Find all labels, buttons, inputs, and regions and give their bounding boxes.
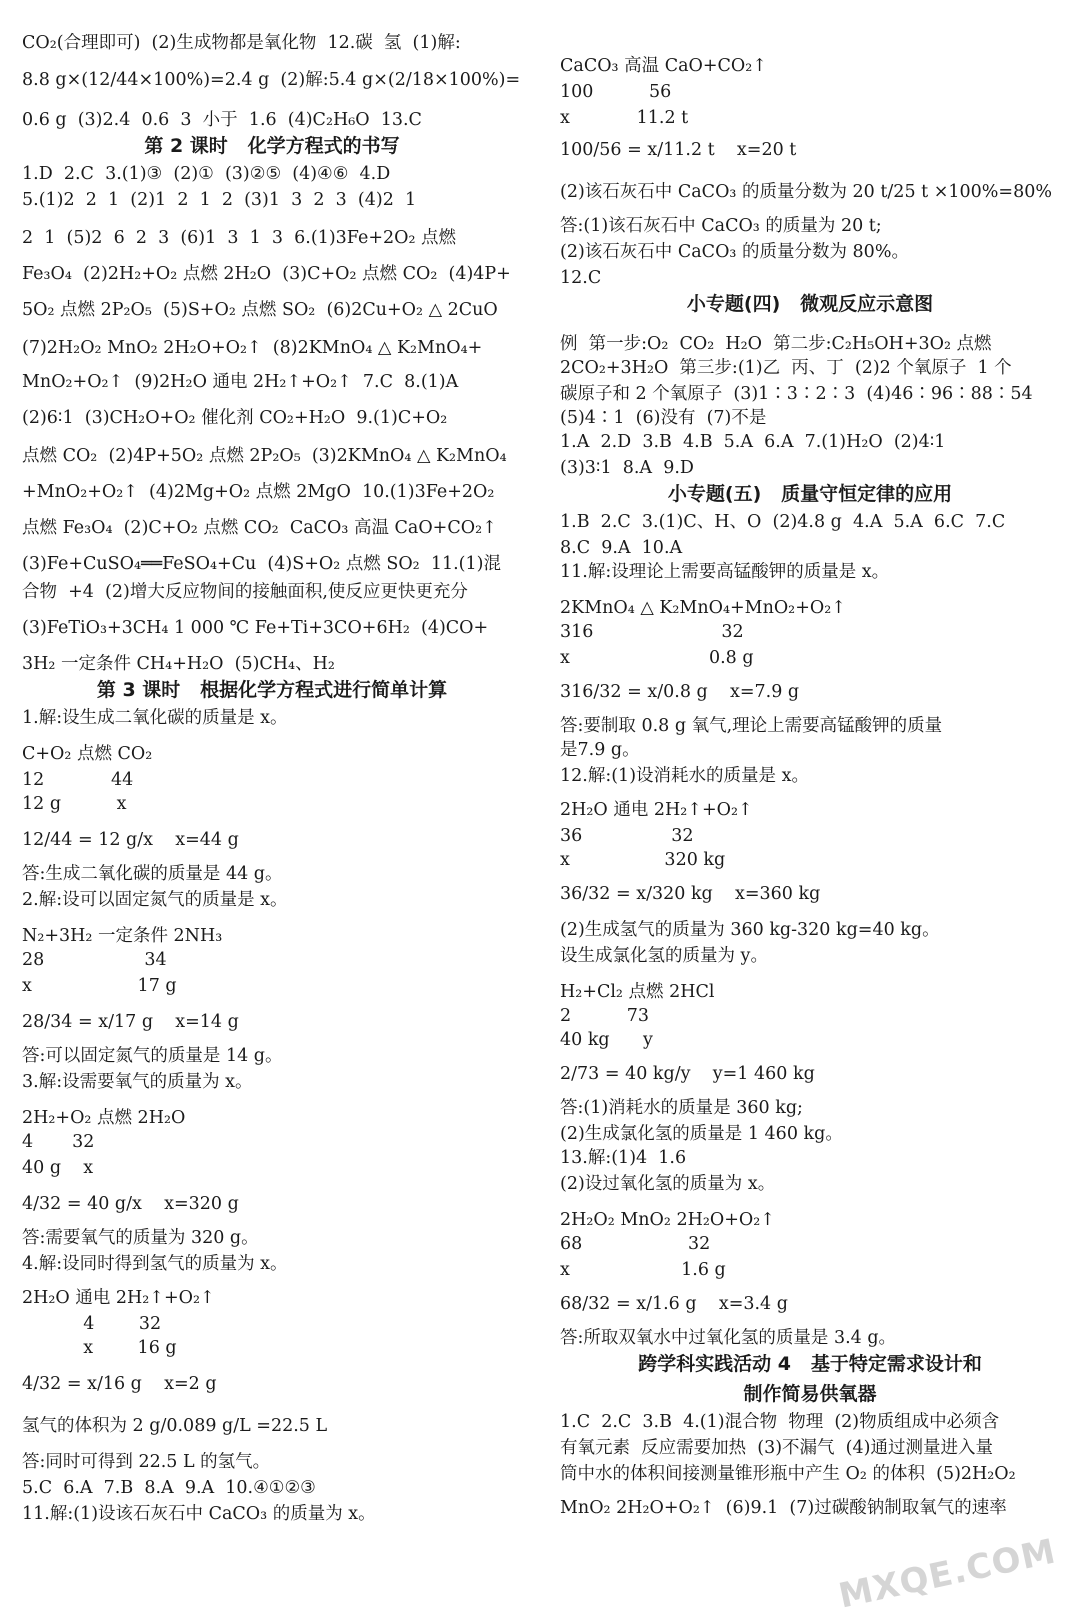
answer-line: 100 56: [560, 82, 672, 102]
answer-line: 点燃 CO₂ (2)4P+5O₂ 点燃 2P₂O₅ (3)2KMnO₄ △ K₂MnO₄: [22, 446, 507, 466]
answer-line: 316/32 = x/0.8 g x=7.9 g: [560, 682, 800, 702]
answer-line: 4 32: [22, 1314, 162, 1334]
answer-line: 答:可以固定氮气的质量是 14 g。: [22, 1046, 283, 1066]
answer-line: (2)该石灰石中 CaCO₃ 的质量分数为 20 t/25 t ×100%=80%: [560, 182, 1052, 202]
answer-line: 5.C 6.A 7.B 8.A 9.A 10.④①②③: [22, 1478, 316, 1498]
answer-line: 28 34: [22, 950, 167, 970]
answer-line: 68/32 = x/1.6 g x=3.4 g: [560, 1294, 788, 1314]
answer-line: 答:同时可得到 22.5 L 的氢气。: [22, 1452, 271, 1472]
answer-line: 12.解:(1)设消耗水的质量是 x。: [560, 766, 809, 786]
answer-line: (7)2H₂O₂ MnO₂ 2H₂O+O₂↑ (8)2KMnO₄ △ K₂MnO₄+: [22, 338, 483, 358]
answer-line: (5)4∶1 (6)没有 (7)不是: [560, 408, 767, 428]
section-heading: 制作简易供氧器: [743, 1383, 877, 1405]
section-heading: 第 2 课时 化学方程式的书写: [144, 135, 400, 157]
section-heading: 跨学科实践活动 4 基于特定需求设计和: [638, 1353, 982, 1375]
answer-line: x 320 kg: [560, 850, 726, 870]
answer-line: CaCO₃ 高温 CaO+CO₂↑: [560, 56, 767, 76]
answer-line: (3)3∶1 8.A 9.D: [560, 458, 694, 478]
answer-line: 4/32 = x/16 g x=2 g: [22, 1374, 217, 1394]
answer-line: 答:要制取 0.8 g 氧气,理论上需要高锰酸钾的质量: [560, 716, 943, 736]
answer-line: 1.C 2.C 3.B 4.(1)混合物 物理 (2)物质组成中必须含: [560, 1412, 1000, 1432]
answer-line: 36/32 = x/320 kg x=360 kg: [560, 884, 821, 904]
answer-line: 5O₂ 点燃 2P₂O₅ (5)S+O₂ 点燃 SO₂ (6)2Cu+O₂ △ 2CuO: [22, 300, 498, 320]
answer-line: 1.D 2.C 3.(1)③ (2)① (3)②⑤ (4)④⑥ 4.D: [22, 164, 391, 184]
section-heading: 小专题(五) 质量守恒定律的应用: [667, 483, 953, 505]
answer-line: 3H₂ 一定条件 CH₄+H₂O (5)CH₄、H₂: [22, 654, 335, 674]
answer-line: MnO₂+O₂↑ (9)2H₂O 通电 2H₂↑+O₂↑ 7.C 8.(1)A: [22, 372, 459, 392]
answer-line: (2)生成氢气的质量为 360 kg-320 kg=40 kg。: [560, 920, 940, 940]
answer-line: Fe₃O₄ (2)2H₂+O₂ 点燃 2H₂O (3)C+O₂ 点燃 CO₂ (4)4P+: [22, 264, 511, 284]
answer-line: 4 32: [22, 1132, 95, 1152]
answer-line: 答:所取双氧水中过氧化氢的质量是 3.4 g。: [560, 1328, 897, 1348]
answer-line: 2CO₂+3H₂O 第三步:(1)乙 丙、丁 (2)2 个氧原子 1 个: [560, 358, 1012, 378]
answer-line: x 17 g: [22, 976, 177, 996]
answer-line: 4/32 = 40 g/x x=320 g: [22, 1194, 239, 1214]
answer-line: 2 1 (5)2 6 2 3 (6)1 3 1 3 6.(1)3Fe+2O₂ 点燃: [22, 228, 462, 248]
answer-line: 2.解:设可以固定氮气的质量是 x。: [22, 890, 288, 910]
answer-line: 2KMnO₄ △ K₂MnO₄+MnO₂+O₂↑: [560, 598, 846, 618]
answer-line: N₂+3H₂ 一定条件 2NH₃: [22, 926, 223, 946]
answer-line: x 0.8 g: [560, 648, 754, 668]
answer-line: 12 44: [22, 770, 134, 790]
answer-line: MnO₂ 2H₂O+O₂↑ (6)9.1 (7)过碳酸钠制取氧气的速率: [560, 1498, 1007, 1518]
answer-line: 12 g x: [22, 794, 127, 814]
answer-line: (3)Fe+CuSO₄══FeSO₄+Cu (4)S+O₂ 点燃 SO₂ 11.(1)混: [22, 554, 501, 574]
answer-line: 36 32: [560, 826, 694, 846]
answer-line: (2)设过氧化氢的质量为 x。: [560, 1174, 776, 1194]
answer-line: CO₂(合理即可) (2)生成物都是氧化物 12.碳 氢 (1)解:: [22, 33, 461, 53]
answer-line: 316 32: [560, 622, 744, 642]
answer-line: 1.解:设生成二氧化碳的质量是 x。: [22, 708, 288, 728]
answer-line: +MnO₂+O₂↑ (4)2Mg+O₂ 点燃 2MgO 10.(1)3Fe+2O₂: [22, 482, 495, 502]
section-heading: 第 3 课时 根据化学方程式进行简单计算: [96, 679, 448, 701]
answer-line: (3)FeTiO₃+3CH₄ 1 000 ℃ Fe+Ti+3CO+6H₂ (4)CO+: [22, 618, 489, 638]
answer-line: 答:需要氧气的质量为 320 g。: [22, 1228, 259, 1248]
answer-line: 12/44 = 12 g/x x=44 g: [22, 830, 239, 850]
answer-line: 0.6 g (3)2.4 0.6 3 小于 1.6 (4)C₂H₆O 13.C: [22, 110, 422, 130]
answer-line: 40 g x: [22, 1158, 94, 1178]
answer-line: 点燃 Fe₃O₄ (2)C+O₂ 点燃 CO₂ CaCO₃ 高温 CaO+CO₂↑: [22, 518, 497, 538]
answer-line: x 11.2 t: [560, 108, 689, 128]
answer-line: 2H₂O₂ MnO₂ 2H₂O+O₂↑: [560, 1210, 775, 1230]
answer-line: 例 第一步:O₂ CO₂ H₂O 第二步:C₂H₅OH+3O₂ 点燃: [560, 334, 992, 354]
answer-line: 合物 +4 (2)增大反应物间的接触面积,使反应更快更充分: [22, 582, 468, 602]
watermark: MXQE.COM: [835, 1531, 1060, 1617]
answer-line: x 1.6 g: [560, 1260, 726, 1280]
answer-line: 设生成氯化氢的质量为 y。: [560, 946, 768, 966]
answer-line: 12.C: [560, 268, 602, 288]
answer-line: 筒中水的体积间接测量锥形瓶中产生 O₂ 的体积 (5)2H₂O₂: [560, 1464, 1016, 1484]
answer-line: 碳原子和 2 个氧原子 (3)1∶3∶2∶3 (4)46∶96∶88∶54: [560, 384, 1033, 404]
section-heading: 小专题(四) 微观反应示意图: [686, 293, 934, 315]
answer-line: 2/73 = 40 kg/y y=1 460 kg: [560, 1064, 815, 1084]
answer-line: C+O₂ 点燃 CO₂: [22, 744, 153, 764]
answer-line: 有氧元素 反应需要加热 (3)不漏气 (4)通过测量进入量: [560, 1438, 993, 1458]
answer-line: 2H₂O 通电 2H₂↑+O₂↑: [22, 1288, 215, 1308]
answer-line: x 16 g: [22, 1338, 177, 1358]
answer-line: 11.解:设理论上需要高锰酸钾的质量是 x。: [560, 562, 890, 582]
answer-line: 28/34 = x/17 g x=14 g: [22, 1012, 239, 1032]
answer-line: 68 32: [560, 1234, 711, 1254]
answer-line: H₂+Cl₂ 点燃 2HCl: [560, 982, 715, 1002]
answer-line: 是7.9 g。: [560, 740, 640, 760]
answer-line: 13.解:(1)4 1.6: [560, 1148, 687, 1168]
answer-line: 1.A 2.D 3.B 4.B 5.A 6.A 7.(1)H₂O (2)4∶1: [560, 432, 946, 452]
answer-line: 氢气的体积为 2 g/0.089 g/L =22.5 L: [22, 1416, 328, 1436]
answer-line: 40 kg y: [560, 1030, 653, 1050]
answer-line: (2)6∶1 (3)CH₂O+O₂ 催化剂 CO₂+H₂O 9.(1)C+O₂: [22, 408, 448, 428]
answer-line: 2H₂+O₂ 点燃 2H₂O: [22, 1108, 186, 1128]
answer-line: 3.解:设需要氧气的质量为 x。: [22, 1072, 253, 1092]
answer-line: 100/56 = x/11.2 t x=20 t: [560, 140, 797, 160]
answer-line: 8.8 g×(12/44×100%)=2.4 g (2)解:5.4 g×(2/18×100%)=: [22, 70, 521, 90]
answer-line: 8.C 9.A 10.A: [560, 538, 683, 558]
answer-line: 2 73: [560, 1006, 650, 1026]
answer-line: 2H₂O 通电 2H₂↑+O₂↑: [560, 800, 753, 820]
answer-line: 1.B 2.C 3.(1)C、H、O (2)4.8 g 4.A 5.A 6.C 7.C: [560, 512, 1006, 532]
answer-line: (2)该石灰石中 CaCO₃ 的质量分数为 80%。: [560, 242, 909, 262]
answer-line: 11.解:(1)设该石灰石中 CaCO₃ 的质量为 x。: [22, 1504, 376, 1524]
answer-line: 答:(1)该石灰石中 CaCO₃ 的质量为 20 t;: [560, 216, 882, 236]
answer-line: 5.(1)2 2 1 (2)1 2 1 2 (3)1 3 2 3 (4)2 1: [22, 190, 417, 210]
answer-line: 答:(1)消耗水的质量是 360 kg;: [560, 1098, 803, 1118]
answer-line: (2)生成氯化氢的质量是 1 460 kg。: [560, 1124, 843, 1144]
answer-line: 4.解:设同时得到氢气的质量为 x。: [22, 1254, 288, 1274]
answer-line: 答:生成二氧化碳的质量是 44 g。: [22, 864, 283, 884]
